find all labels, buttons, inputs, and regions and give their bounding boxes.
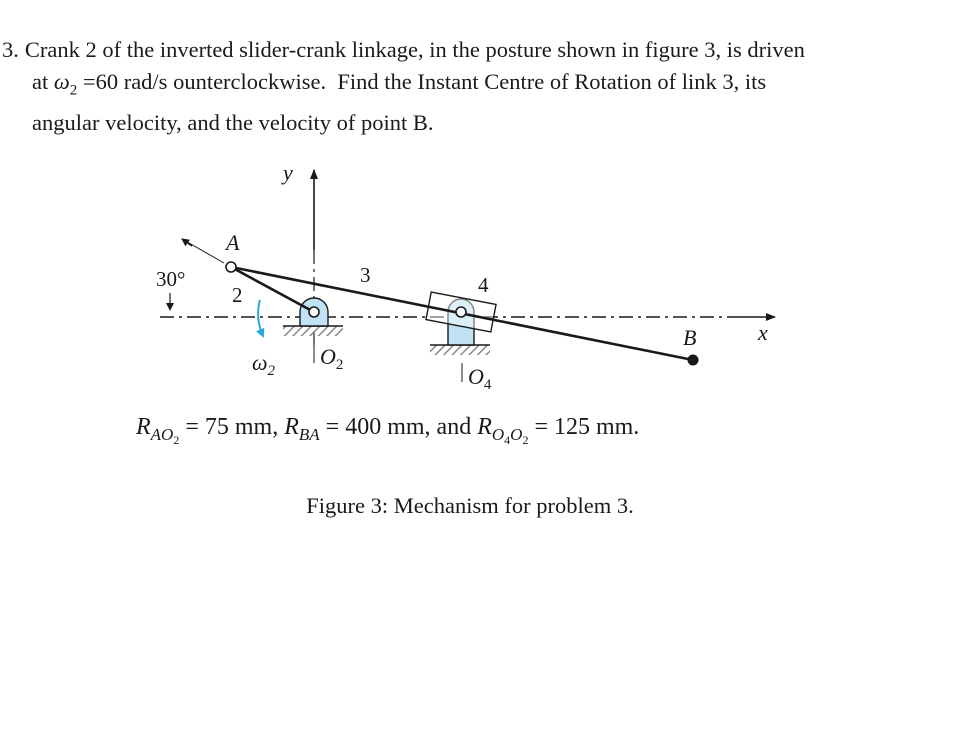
r-o4o2-sub-b: 4 bbox=[504, 433, 511, 447]
omega-subscript: 2 bbox=[69, 82, 78, 99]
problem-text-2-prefix: at bbox=[32, 69, 49, 94]
given-dimensions bbox=[0, 404, 972, 454]
figure-caption: Figure 3: Mechanism for problem 3. bbox=[306, 493, 634, 518]
problem-text-1: Crank 2 of the inverted slider-crank linkage, in the posture shown in figure 3, is driven bbox=[24, 37, 805, 62]
problem-line-1 bbox=[0, 34, 968, 66]
y-axis-label: y bbox=[283, 160, 293, 185]
o4-label bbox=[468, 364, 492, 393]
x-axis-label: x bbox=[758, 320, 768, 345]
r-ao2-subsub: 2 bbox=[173, 433, 180, 447]
r-o4o2-value: = 125 mm. bbox=[528, 414, 640, 440]
o2-subscript: 2 bbox=[335, 357, 344, 373]
r-ao2-symbol: R bbox=[136, 414, 151, 440]
pin-o4 bbox=[456, 307, 466, 317]
link-2-crank bbox=[231, 267, 314, 312]
pin-o2 bbox=[309, 307, 319, 317]
problem-text-3: angular velocity, and the velocity of point B. bbox=[32, 109, 434, 135]
omega-symbol: ω bbox=[53, 69, 70, 94]
r-o4o2-sub-c: O bbox=[510, 425, 523, 444]
r-ba-sub: BA bbox=[298, 425, 320, 444]
r-ba-symbol: R bbox=[284, 414, 299, 440]
point-b-label: B bbox=[683, 325, 697, 350]
given-dimensions-text bbox=[135, 414, 639, 447]
o2-label bbox=[320, 344, 343, 373]
o4-letter: O bbox=[468, 364, 484, 389]
omega-subscript-2: 2 bbox=[267, 363, 276, 379]
angle-label: 30° bbox=[156, 267, 186, 291]
link-2-label: 2 bbox=[232, 283, 243, 307]
omega-2-label bbox=[252, 350, 276, 379]
problem-line-2 bbox=[0, 66, 968, 107]
r-ao2-value: = 75 mm, bbox=[179, 414, 285, 440]
point-b-dot bbox=[688, 355, 699, 366]
given-dimensions-svg bbox=[0, 404, 972, 454]
problem-line-3 bbox=[0, 107, 968, 139]
problem-number: 3. bbox=[2, 37, 19, 62]
link-4-label: 4 bbox=[478, 273, 489, 297]
mechanism-diagram bbox=[130, 150, 830, 400]
pin-a bbox=[226, 262, 236, 272]
point-a-label: A bbox=[226, 230, 240, 255]
o4-subscript: 4 bbox=[483, 377, 492, 393]
r-o4o2-symbol: R bbox=[477, 414, 492, 440]
ground-o4 bbox=[430, 345, 490, 355]
o2-letter: O bbox=[320, 344, 336, 369]
ground-o2 bbox=[283, 326, 343, 336]
problem-statement bbox=[0, 34, 968, 139]
omega-glyph: ω bbox=[252, 350, 268, 375]
r-ba-value: = 400 mm, and bbox=[319, 414, 478, 440]
mechanism-figure bbox=[130, 150, 830, 400]
angle-arrow-top bbox=[182, 239, 192, 246]
r-o4o2-sub-d: 2 bbox=[522, 433, 529, 447]
problem-text-2-rest: Find the Instant Centre of Rotation of link 3, its bbox=[337, 69, 767, 94]
problem-text-2-value: =60 rad/s ounterclockwise. bbox=[82, 69, 327, 94]
omega-rotation-arrow bbox=[258, 300, 263, 336]
link-3-label: 3 bbox=[360, 263, 371, 287]
r-o4o2-sub-a: O bbox=[491, 425, 505, 444]
r-ao2-sub: AO bbox=[150, 425, 174, 444]
